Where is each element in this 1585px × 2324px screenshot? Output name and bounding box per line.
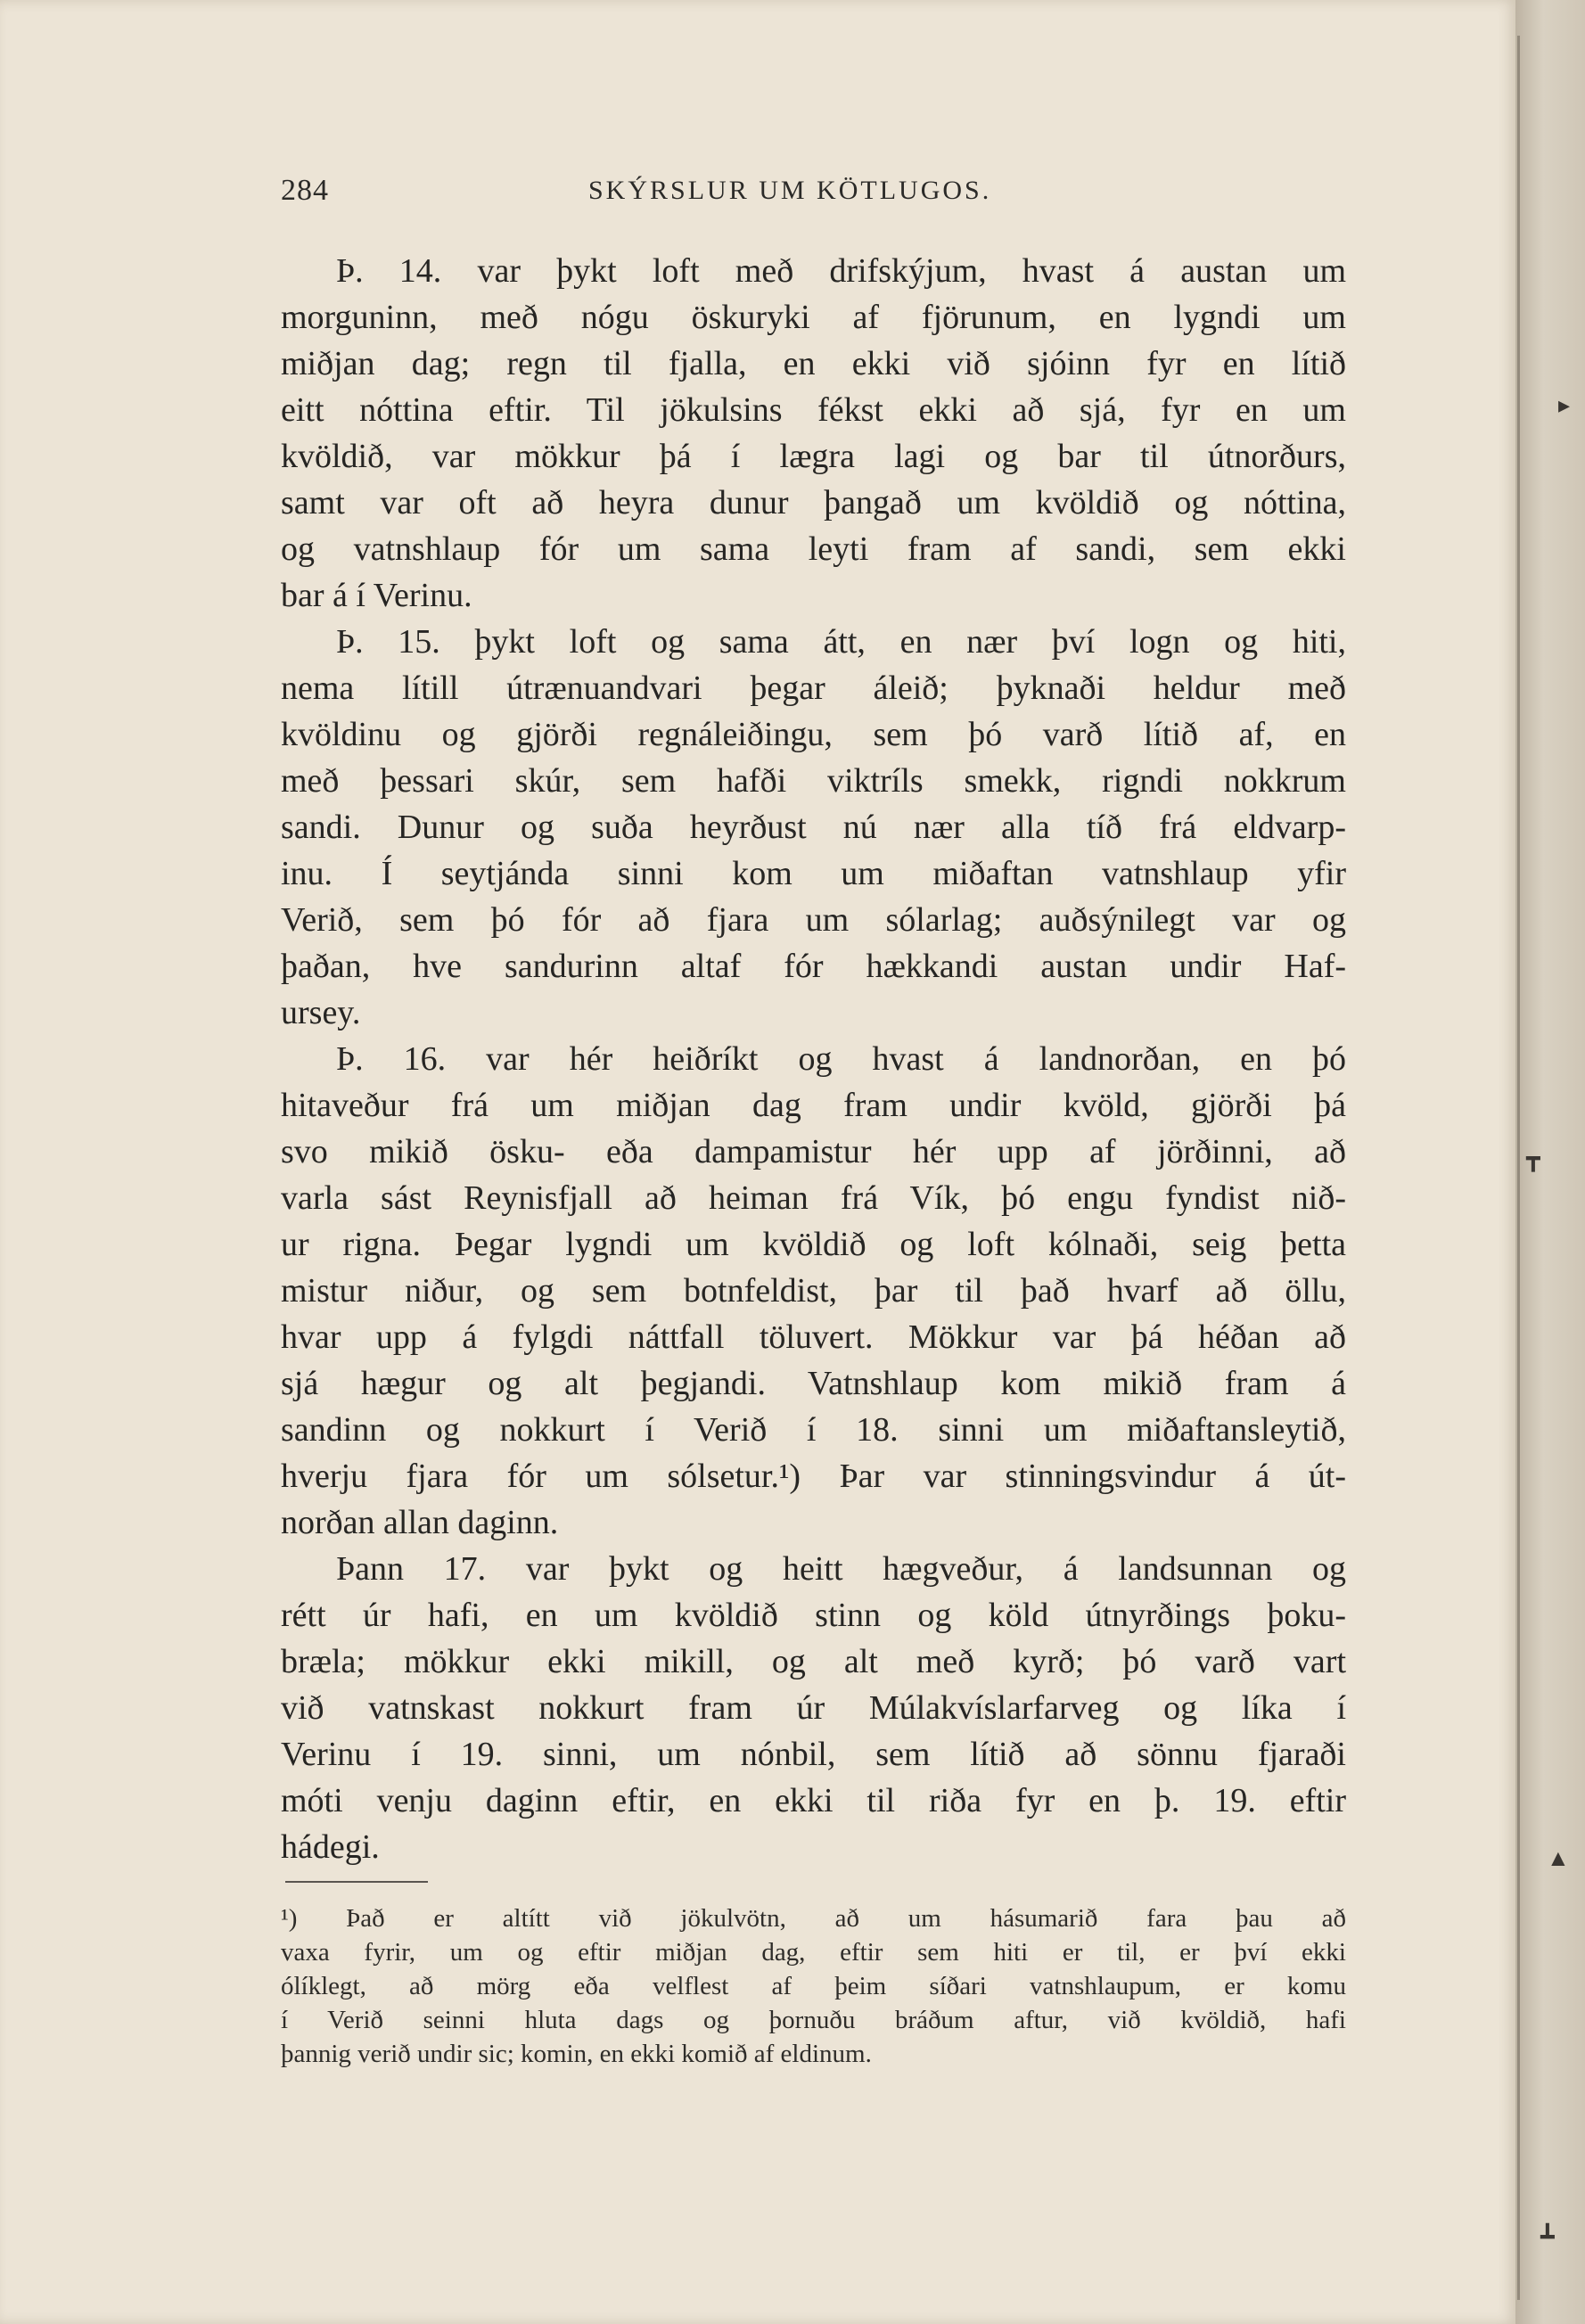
page-number: 284 bbox=[281, 174, 329, 207]
text-line: hitaveður frá um miðjan dag fram undir kvöld, gjörði þá bbox=[281, 1087, 1346, 1124]
text-line: Þ. 16. var hér heiðríkt og hvast á landnorðan, en þó bbox=[336, 1040, 1346, 1078]
text-line: Verinu í 19. sinni, um nónbil, sem lítið að sönnu fjaraði bbox=[281, 1736, 1346, 1773]
body-text bbox=[281, 248, 1346, 1870]
footnote-line: vaxa fyrir, um og eftir miðjan dag, eftir sem hiti er til, er því ekki bbox=[281, 1938, 1346, 1967]
text-line: ursey. bbox=[281, 994, 361, 1031]
text-line: inu. Í seytjánda sinni kom um miðaftan vatnshlaup yfir bbox=[281, 855, 1346, 892]
text-line: sjá hægur og alt þegjandi. Vatnshlaup kom mikið fram á bbox=[281, 1365, 1346, 1402]
footnote-divider bbox=[285, 1881, 428, 1883]
text-line: bar á í Verinu. bbox=[281, 577, 472, 614]
text-line: eitt nóttina eftir. Til jökulsins fékst ekki að sjá, fyr en um bbox=[281, 391, 1346, 429]
text-line: sandinn og nokkurt í Verið í 18. sinni um miðaftansleytið, bbox=[281, 1411, 1346, 1449]
text-line: móti venju daginn eftir, en ekki til riða fyr en þ. 19. eftir bbox=[281, 1782, 1346, 1819]
text-line: Þ. 15. þykt loft og sama átt, en nær því logn og hiti, bbox=[336, 623, 1346, 661]
text-line: norðan allan daginn. bbox=[281, 1504, 559, 1541]
text-line: hvar upp á fylgdi náttfall töluvert. Mökkur var þá héðan að bbox=[281, 1318, 1346, 1356]
running-title: SKÝRSLUR UM KÖTLUGOS. bbox=[588, 176, 992, 205]
page-header bbox=[281, 174, 1351, 218]
margin-mark-icon: ┳ bbox=[1526, 1146, 1540, 1171]
text-line: samt var oft að heyra dunur þangað um kvöldið og nóttina, bbox=[281, 484, 1346, 521]
text-line: nema lítill útrænuandvari þegar áleið; þyknaði heldur með bbox=[281, 669, 1346, 707]
text-line: og vatnshlaup fór um sama leyti fram af sandi, sem ekki bbox=[281, 530, 1346, 568]
footnote-line: í Verið seinni hluta dags og þornuðu bráðum aftur, við kvöldið, hafi bbox=[281, 2006, 1346, 2034]
text-line: rétt úr hafi, en um kvöldið stinn og köld útnyrðings þoku- bbox=[281, 1597, 1346, 1634]
margin-mark-icon: ┻ bbox=[1540, 2224, 1555, 2250]
text-line: þaðan, hve sandurinn altaf fór hækkandi austan undir Haf- bbox=[281, 948, 1346, 985]
text-line: morguninn, með nógu öskuryki af fjörunum, en lygndi um bbox=[281, 299, 1346, 336]
margin-mark-icon: ▸ bbox=[1558, 392, 1571, 418]
text-line: kvöldinu og gjörði regnáleiðingu, sem þó varð lítið af, en bbox=[281, 716, 1346, 753]
footnotes bbox=[281, 1901, 1346, 2071]
margin-mark-icon: ▲ bbox=[1547, 1845, 1570, 1871]
text-line: með þessari skúr, sem hafði viktríls smekk, rigndi nokkrum bbox=[281, 762, 1346, 800]
text-line: hverju fjara fór um sólsetur.¹) Þar var stinningsvindur á út- bbox=[281, 1458, 1346, 1495]
text-line: Þ. 14. var þykt loft með drifskýjum, hvast á austan um bbox=[336, 252, 1346, 290]
text-line: Verið, sem þó fór að fjara um sólarlag; auðsýnilegt var og bbox=[281, 901, 1346, 939]
text-line: kvöldið, var mökkur þá í lægra lagi og bar til útnorðurs, bbox=[281, 438, 1346, 475]
text-line: við vatnskast nokkurt fram úr Múlakvíslarfarveg og líka í bbox=[281, 1689, 1346, 1727]
text-line: ur rigna. Þegar lygndi um kvöldið og loft kólnaði, seig þetta bbox=[281, 1226, 1346, 1263]
footnote-line: ólíklegt, að mörg eða velflest af þeim síðari vatnshlaupum, er komu bbox=[281, 1972, 1346, 2000]
text-line: Þann 17. var þykt og heitt hægveður, á landsunnan og bbox=[336, 1550, 1346, 1588]
page-edge bbox=[1517, 36, 1520, 2300]
text-line: sandi. Dunur og suða heyrðust nú nær alla tíð frá eldvarp- bbox=[281, 809, 1346, 846]
text-line: miðjan dag; regn til fjalla, en ekki við sjóinn fyr en lítið bbox=[281, 345, 1346, 382]
text-line: hádegi. bbox=[281, 1828, 380, 1866]
footnote-line: þannig verið undir sic; komin, en ekki komið af eldinum. bbox=[281, 2040, 872, 2068]
footnote-line: ¹) Það er altítt við jökulvötn, að um hásumarið fara þau að bbox=[281, 1904, 1346, 1933]
text-line: svo mikið ösku- eða dampamistur hér upp af jörðinni, að bbox=[281, 1133, 1346, 1170]
text-line: bræla; mökkur ekki mikill, og alt með kyrð; þó varð vart bbox=[281, 1643, 1346, 1680]
text-line: varla sást Reynisfjall að heiman frá Vík, þó engu fyndist nið- bbox=[281, 1179, 1346, 1217]
text-line: mistur niður, og sem botnfeldist, þar til það hvarf að öllu, bbox=[281, 1272, 1346, 1310]
